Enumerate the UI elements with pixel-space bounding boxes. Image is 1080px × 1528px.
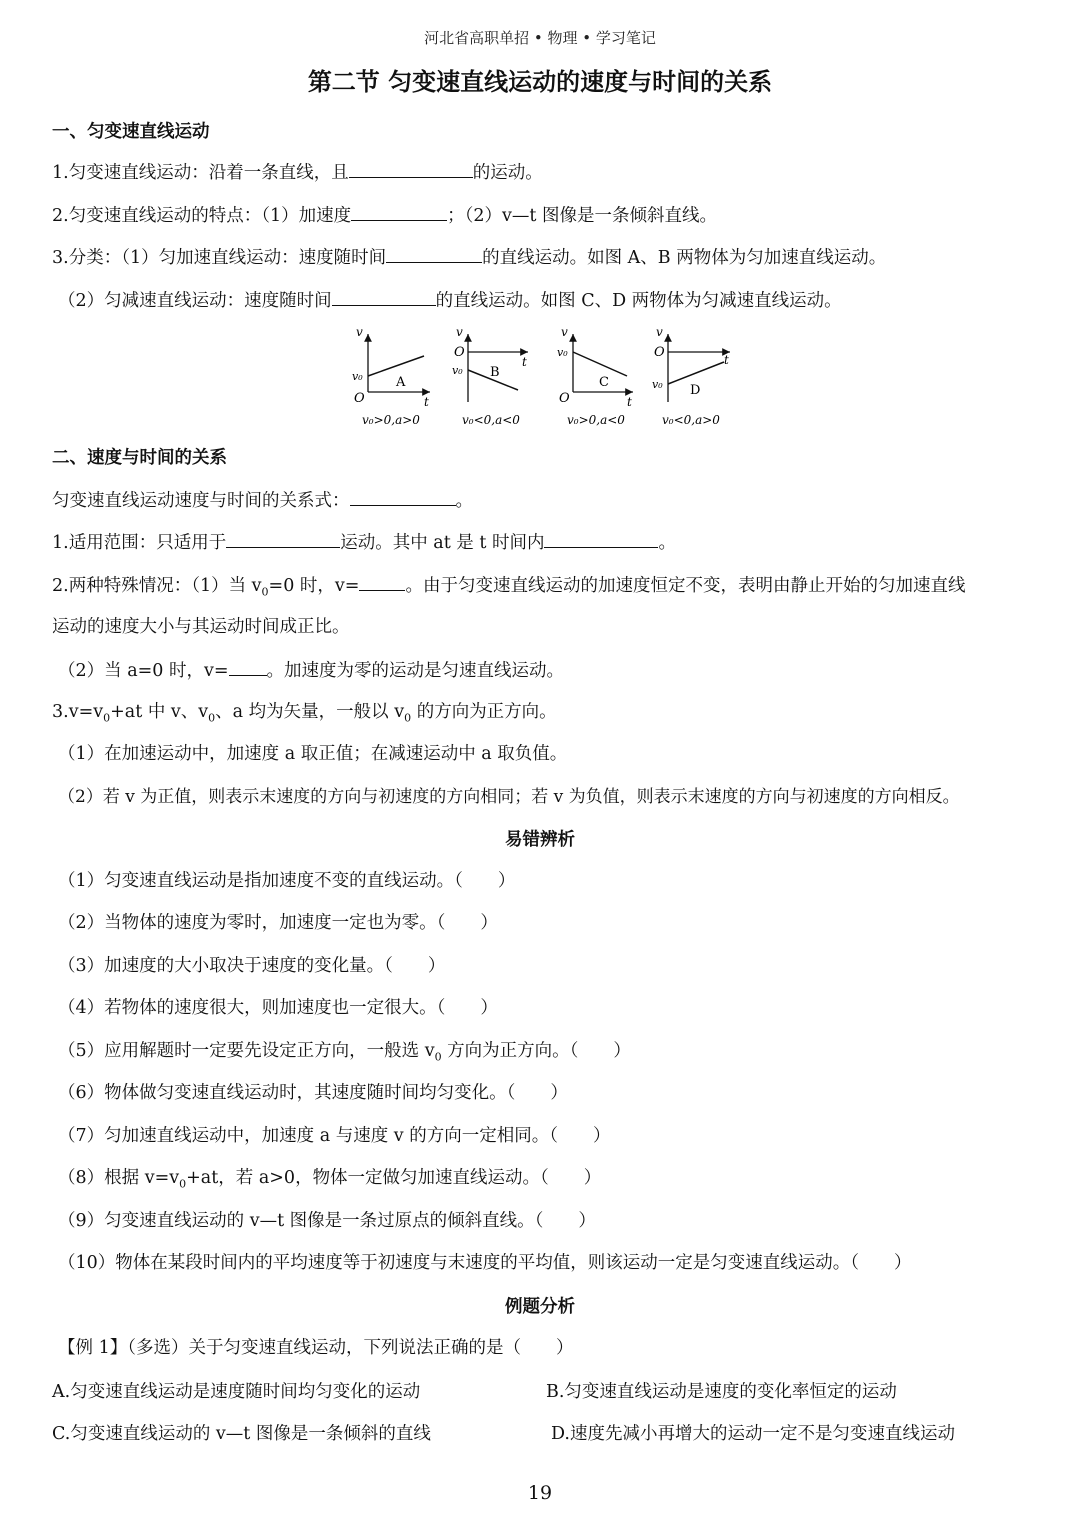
text: （2）当 a=0 时，v=	[58, 661, 229, 681]
subscript: 0	[261, 585, 269, 599]
graph-a	[352, 325, 430, 427]
text: 。	[658, 533, 676, 553]
option-d[interactable]: D.速度先减小再增大的运动一定不是匀变速直线运动	[551, 1424, 955, 1444]
text: 3.分类：（1）匀加速直线运动：速度随时间	[52, 248, 387, 268]
s2-line-1	[52, 487, 1050, 514]
s2-line-5	[58, 657, 1050, 684]
error-item-9: （9）匀变速直线运动的 v—t 图像是一条过原点的倾斜直线。（ ）	[58, 1211, 596, 1231]
subscript: 0	[179, 1177, 187, 1191]
s2-line-6	[52, 699, 1050, 732]
graph-a-origin: O	[354, 391, 365, 406]
graph-c-origin: O	[559, 391, 570, 406]
graph-d	[652, 325, 730, 427]
option-c[interactable]: C.匀变速直线运动的 v—t 图像是一条倾斜的直线	[52, 1424, 431, 1444]
text: 2.两种特殊情况：（1）当 v	[52, 576, 262, 596]
subscript: 0	[404, 711, 412, 725]
text: 1.匀变速直线运动：沿着一条直线，且	[52, 163, 349, 183]
graph-d-v0-label: v₀	[652, 378, 663, 391]
error-item-7: （7）匀加速直线运动中，加速度 a 与速度 v 的方向一定相同。（ ）	[58, 1126, 611, 1146]
text: 。加速度为零的运动是匀速直线运动。	[266, 661, 565, 681]
text: 的直线运动。如图 A、B 两物体为匀加速直线运动。	[482, 248, 887, 268]
s1-line-2	[52, 202, 1050, 229]
graph-c-t-label: t	[627, 395, 632, 409]
text: ；（2）v—t 图像是一条倾斜直线。	[447, 206, 717, 226]
answer-blank[interactable]	[386, 244, 482, 263]
text: +at，若 a>0，物体一定做匀加速直线运动。（ ）	[186, 1168, 602, 1188]
page-number: 19	[527, 1482, 553, 1504]
error-item-4: （4）若物体的速度很大，则加速度也一定很大。（ ）	[58, 998, 498, 1018]
graph-a-caption: v₀>0,a>0	[362, 413, 420, 427]
s2-line-8: （2）若 v 为正值，则表示末速度的方向与初速度的方向相同；若 v 为负值，则表示末速度的方向与初速度的方向相反。	[58, 787, 960, 807]
vt-graphs-figure	[340, 322, 740, 432]
answer-blank[interactable]	[226, 529, 340, 548]
text: +at 中 v、v	[110, 702, 209, 722]
graph-a-t-label: t	[424, 395, 429, 409]
s1-line-1	[52, 159, 1050, 186]
graph-d-v-label: v	[656, 325, 663, 339]
graph-a-letter: A	[396, 375, 406, 390]
error-item-2: （2）当物体的速度为零时，加速度一定也为零。（ ）	[58, 913, 498, 933]
option-a[interactable]: A.匀变速直线运动是速度随时间均匀变化的运动	[52, 1382, 421, 1402]
answer-blank[interactable]	[349, 159, 473, 178]
s2-line-3	[52, 572, 1050, 606]
graph-d-caption: v₀<0,a>0	[662, 413, 720, 427]
graph-d-origin: O	[654, 345, 665, 360]
text: 3.v=v	[52, 702, 104, 722]
text: （5）应用解题时一定要先设定正方向，一般选 v	[58, 1041, 435, 1061]
graph-b-v0-label: v₀	[452, 364, 463, 377]
error-analysis-heading: 易错辨析	[505, 830, 575, 850]
text: 2.匀变速直线运动的特点：（1）加速度	[52, 206, 352, 226]
example-heading: 例题分析	[505, 1297, 575, 1317]
graph-c	[557, 325, 633, 427]
graph-c-v0-label: v₀	[557, 346, 568, 359]
s1-line-4	[58, 287, 1050, 314]
text: 的方向为正方向。	[411, 702, 557, 722]
answer-blank[interactable]	[229, 657, 267, 676]
graph-c-caption: v₀>0,a<0	[567, 413, 625, 427]
text: （2）匀减速直线运动：速度随时间	[58, 291, 332, 311]
section-heading-1: 一、匀变速直线运动	[52, 122, 210, 142]
error-item-1: （1）匀变速直线运动是指加速度不变的直线运动。（ ）	[58, 871, 516, 891]
text: 1.适用范围：只适用于	[52, 533, 227, 553]
text: 、a 均为矢量，一般以 v	[215, 702, 405, 722]
graph-b-caption: v₀<0,a<0	[462, 413, 520, 427]
text: 匀变速直线运动速度与时间的关系式：	[52, 491, 350, 511]
graph-b-v-label: v	[456, 325, 463, 339]
text: 。由于匀变速直线运动的加速度恒定不变，表明由静止开始的匀加速直线	[405, 576, 966, 596]
graph-a-v0-label: v₀	[352, 370, 363, 383]
error-item-6: （6）物体做匀变速直线运动时，其速度随时间均匀变化。（ ）	[58, 1083, 568, 1103]
s2-line-2	[52, 529, 1050, 556]
text: 运动。其中 at 是 t 时间内	[340, 533, 545, 553]
graph-b	[452, 325, 528, 427]
text: =0 时，v=	[268, 576, 360, 596]
text: 方向为正方向。（ ）	[441, 1041, 631, 1061]
s2-line-4: 运动的速度大小与其运动时间成正比。	[52, 617, 350, 637]
example-stem: 【例 1】（多选）关于匀变速直线运动，下列说法正确的是（ ）	[58, 1338, 574, 1358]
subscript: 0	[103, 711, 111, 725]
graph-d-letter: D	[690, 383, 701, 398]
graph-a-v-label: v	[356, 325, 363, 339]
error-item-5	[58, 1038, 1050, 1071]
option-b[interactable]: B.匀变速直线运动是速度的变化率恒定的运动	[546, 1382, 897, 1402]
error-item-10: （10）物体在某段时间内的平均速度等于初速度与末速度的平均值，则该运动一定是匀变速直线运动。（ ）	[58, 1253, 912, 1273]
answer-blank[interactable]	[332, 287, 436, 306]
s1-line-3	[52, 244, 1050, 271]
answer-blank[interactable]	[350, 487, 456, 506]
s2-line-7: （1）在加速运动中，加速度 a 取正值；在减速运动中 a 取负值。	[58, 744, 568, 764]
text: 的直线运动。如图 C、D 两物体为匀减速直线运动。	[435, 291, 842, 311]
graph-c-letter: C	[599, 375, 609, 390]
graph-b-letter: B	[490, 365, 500, 380]
subscript: 0	[208, 711, 216, 725]
graph-b-t-label: t	[522, 355, 527, 369]
subscript: 0	[434, 1050, 442, 1064]
error-item-8	[58, 1165, 1050, 1198]
answer-blank[interactable]	[359, 572, 405, 591]
text: 的运动。	[472, 163, 543, 183]
graph-c-v-label: v	[561, 325, 568, 339]
graph-b-origin: O	[454, 345, 465, 360]
text: 。	[455, 491, 473, 511]
page-header: 河北省高职单招 • 物理 • 学习笔记	[424, 29, 656, 47]
page-title: 第二节 匀变速直线运动的速度与时间的关系	[307, 67, 773, 96]
error-item-3: （3）加速度的大小取决于速度的变化量。（ ）	[58, 956, 446, 976]
answer-blank[interactable]	[351, 202, 447, 221]
section-heading-2: 二、速度与时间的关系	[52, 448, 227, 468]
text: （8）根据 v=v	[58, 1168, 180, 1188]
answer-blank[interactable]	[544, 529, 658, 548]
graph-d-t-label: t	[724, 353, 729, 367]
